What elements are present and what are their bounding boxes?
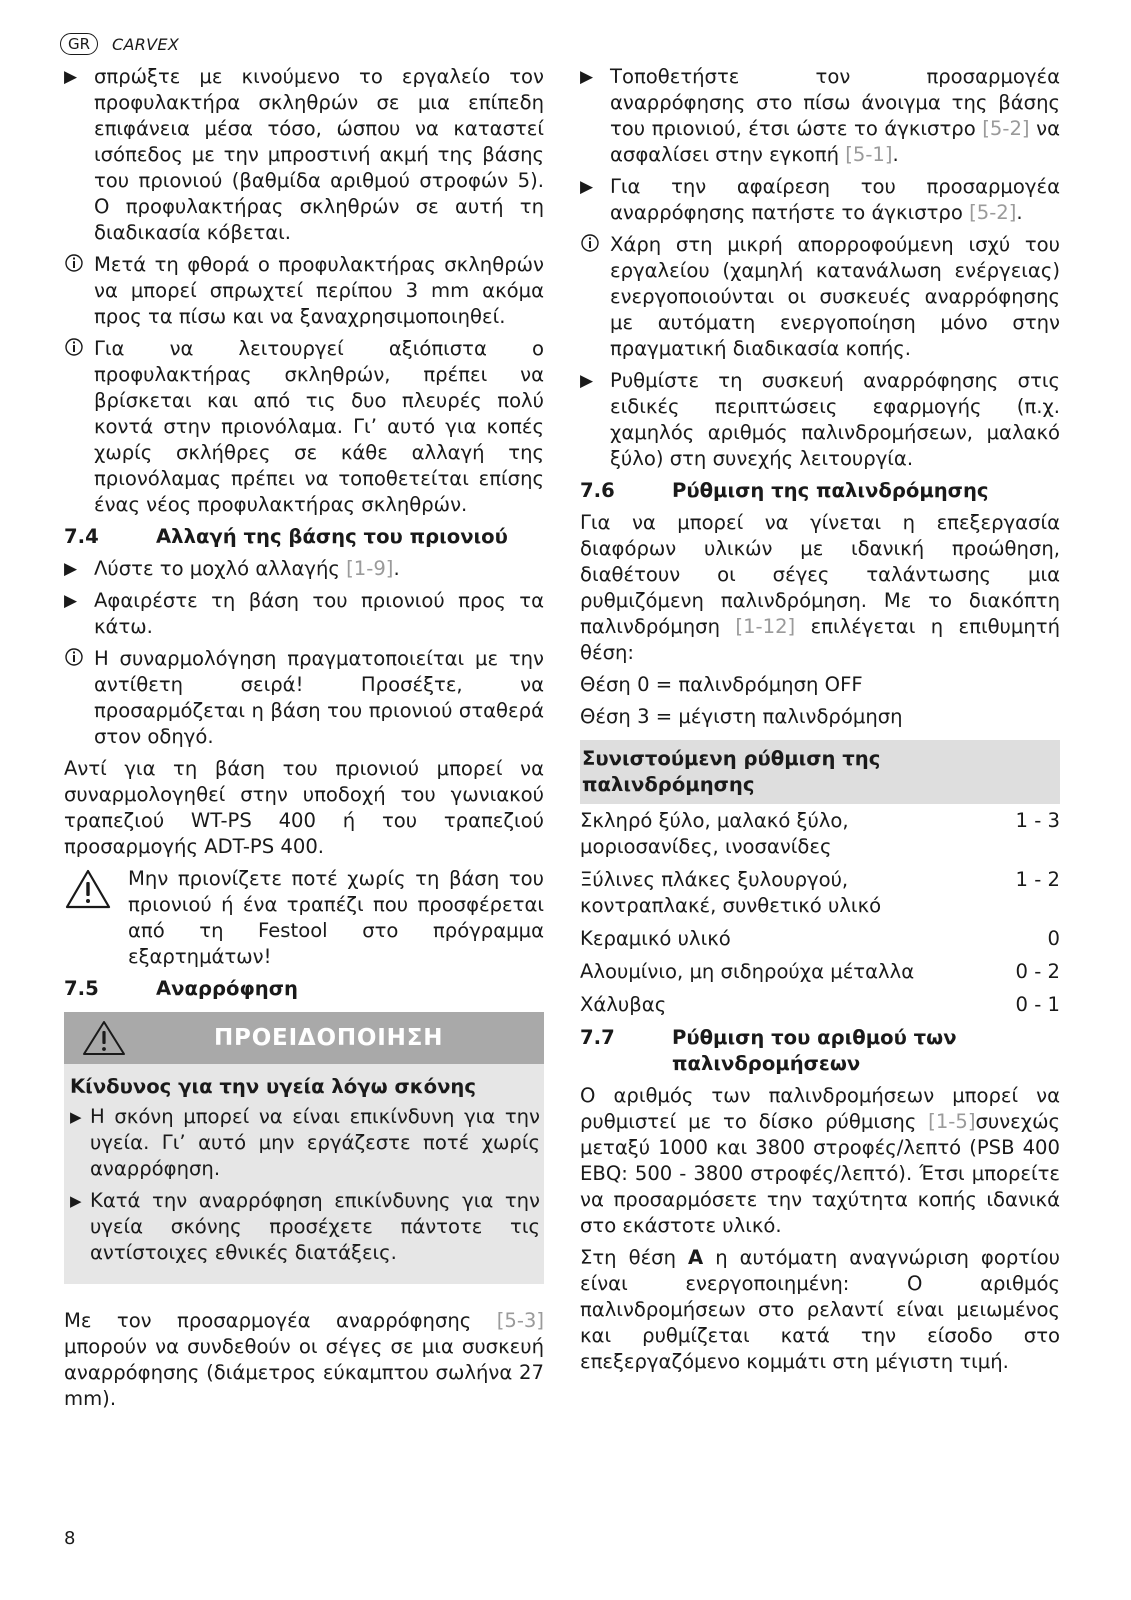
table-cell-setting: 1 - 3 [1015, 809, 1060, 832]
table-cell-material: Κεραμικό υλικό [580, 927, 731, 950]
warning-box-subtitle: Κίνδυνος για την υγεία λόγω σκόνης [70, 1075, 476, 1098]
list-item [70, 1188, 540, 1266]
list-item [64, 588, 544, 640]
position-0-line: Θέση 0 = παλινδρόμηση OFF [580, 673, 863, 696]
product-name: CARVEX [112, 34, 180, 54]
paragraph-text: Με τον προσαρμογέα αναρρόφησης [64, 1309, 497, 1332]
position-label: A [688, 1246, 704, 1269]
paragraph [580, 510, 1060, 666]
bullet-arrow-icon: ▶ [70, 1108, 82, 1126]
paragraph-text: Ο αριθμός των παλινδρομήσεων μπορεί να ρυθμιστεί με το δίσκο ρύθμισης [580, 1084, 1060, 1133]
table-row [580, 808, 1060, 860]
paragraph [64, 1308, 544, 1412]
paragraph-text: επιλέγεται η επιθυμητή θέση: [580, 615, 1060, 664]
section-title: Ρύθμιση του αριθμού των παλινδρομήσεων [672, 1026, 957, 1075]
paragraph-text: η αυτόματη αναγνώριση φορτίου είναι ενεργοποιημένη: Ο αριθμός παλινδρομήσεων στο ρελαντί είναι μειωμένος και ρυθμίζεται κατά την είσοδο στο επεξεργαζόμενο κομμάτι στη μέγιστη τιμή. [580, 1246, 1061, 1373]
figure-reference: [5-2] [969, 201, 1017, 224]
section-title: Αναρρόφηση [156, 977, 298, 1000]
table-cell-material: Σκληρό ξύλο, μαλακό ξύλο, μοριοσανίδες, ινοσανίδες [580, 809, 849, 858]
paragraph: Αντί για τη βάση του πριονιού μπορεί να συναρμολογηθεί στην υποδοχή του γωνιακού τραπεζιού WT-PS 400 ή του τραπεζιού προσαρμογής ADT-PS 400. [64, 757, 544, 858]
info-text: Για να λειτουργεί αξιόπιστα ο προφυλακτήρας σκληθρών, πρέπει να βρίσκεται και από τις δυο πλευρές πολύ κοντά στην πριονόλαμα. Γι’ αυτό για κοπές χωρίς σκλήθρες σε κάθε αλλαγή της πριονόλαμας πρέπει να τοποθετείται επίσης ένας νέος προφυλακτήρας σκληθρών. [94, 337, 544, 516]
punctuation: . [393, 557, 400, 580]
bullet-arrow-icon: ▶ [64, 559, 78, 579]
bullet-arrow-icon: ▶ [580, 67, 594, 87]
table-cell-setting: 0 [1047, 927, 1060, 950]
table-row [580, 959, 1060, 985]
page-number: 8 [64, 1528, 76, 1549]
table-header: Συνιστούμενη ρύθμιση της παλινδρόμησης [580, 740, 1060, 804]
list-item-text: Τοποθετήστε τον προσαρμογέα αναρρόφησης στο πίσω άνοιγμα της βάσης του πριονιού, έτσι ώστε το άγκιστρο [610, 65, 1060, 140]
table-cell-setting: 0 - 1 [1015, 993, 1060, 1016]
info-icon [64, 646, 84, 674]
list-item [580, 368, 1060, 472]
list-item-text: Ρυθμίστε τη συσκευή αναρρόφησης στις ειδικές περιπτώσεις εφαρμογής (π.χ. χαμηλός αριθμός παλινδρομήσεων, μαλακό ξύλο) στη συνεχής λειτουργία. [610, 369, 1060, 470]
figure-reference: [5-1] [845, 143, 893, 166]
table-cell-material: Αλουμίνιο, μη σιδηρούχα μέταλλα [580, 960, 915, 983]
figure-reference: [1-12] [735, 615, 796, 638]
list-item [64, 556, 544, 582]
list-item-text: Κατά την αναρρόφηση επικίνδυνης για την υγεία σκόνης προσέχετε πάντοτε τις αντίστοιχες εθνικές διατάξεις. [90, 1189, 540, 1264]
info-note [64, 646, 544, 750]
info-icon [580, 232, 600, 260]
table-row [580, 867, 1060, 919]
right-column [580, 64, 1060, 1381]
page-header [60, 32, 179, 56]
warning-triangle-icon [82, 1020, 126, 1063]
figure-reference: [5-3] [496, 1309, 544, 1332]
list-item-text: να ασφαλίσει στην εγκοπή [610, 117, 1061, 166]
left-column [64, 64, 544, 1418]
section-number: 7.7 [580, 1026, 615, 1049]
paragraph [580, 1245, 1060, 1375]
paragraph-text: Για να μπορεί να γίνεται η επεξεργασία διαφόρων υλικών με ιδανική προώθηση, διαθέτουν οι σέγες ταλάντωσης μια ρυθμιζόμενη παλινδρόμηση. Με το διακόπτη παλινδρόμηση [580, 511, 1060, 638]
warning-text: Μην πριονίζετε ποτέ χωρίς τη βάση του πριονιού ή ένα τραπέζι που προσφέρεται από τη Festool στο πρόγραμμα εξαρτημάτων! [128, 867, 544, 968]
info-text: Μετά τη φθορά ο προφυλακτήρας σκληθρών να μπορεί σπρωχτεί περίπου 3 mm ακόμα προς τα πίσω και να ξαναχρησιμοποιηθεί. [94, 253, 544, 328]
section-number: 7.4 [64, 525, 99, 548]
position-3-line: Θέση 3 = μέγιστη παλινδρόμηση [580, 705, 903, 728]
info-note [64, 252, 544, 330]
punctuation: . [1016, 201, 1023, 224]
table-cell-material: Ξύλινες πλάκες ξυλουργού, κοντραπλακέ, συνθετικό υλικό [580, 868, 882, 917]
list-item-text: Η σκόνη μπορεί να είναι επικίνδυνη για την υγεία. Γι’ αυτό μην εργάζεστε ποτέ χωρίς αναρρόφηση. [90, 1105, 540, 1180]
bullet-arrow-icon: ▶ [70, 1192, 82, 1210]
section-number: 7.5 [64, 977, 99, 1000]
paragraph-text: μπορούν να συνδεθούν οι σέγες σε μια συσκευή αναρρόφησης (διάμετρος εύκαμπτου σωλήνα 27 mm). [64, 1335, 544, 1410]
info-text: Χάρη στη μικρή απορροφούμενη ισχύ του εργαλείου (χαμηλή κατανάλωση ενέργειας) ενεργοποιούνται οι συσκευές αναρρόφησης με αυτόματη ενεργοποίηση μόνο στην πραγματική διαδικασία κοπής. [610, 233, 1060, 360]
table-cell-setting: 1 - 2 [1015, 868, 1060, 891]
warning-box-header [64, 1012, 544, 1064]
table-row [580, 992, 1060, 1018]
info-icon [64, 336, 84, 364]
section-heading-7-4 [64, 524, 544, 550]
table-cell-material: Χάλυβας [580, 993, 667, 1016]
paragraph-text: Στη θέση [580, 1246, 689, 1269]
punctuation: . [892, 143, 899, 166]
section-title: Αλλαγή της βάσης του πριονιού [156, 525, 508, 548]
bullet-arrow-icon: ▶ [64, 591, 78, 611]
paragraph-text: συνεχώς μεταξύ 1000 και 3800 στροφές/λεπτό (PSB 400 EBQ: 500 - 3800 στροφές/λεπτό). Έτσι μπορείτε να προσαρμόσετε την ταχύτητα κοπής ιδανικά στο εκάστοτε υλικό. [580, 1110, 1060, 1237]
info-note [580, 232, 1060, 362]
table-row [580, 926, 1060, 952]
figure-reference: [1-5] [928, 1110, 976, 1133]
list-item [580, 174, 1060, 226]
warning-note [64, 866, 544, 970]
section-heading-7-6 [580, 478, 1060, 504]
list-item [64, 64, 544, 246]
warning-triangle-icon [64, 866, 128, 970]
section-title: Ρύθμιση της παλινδρόμησης [672, 479, 989, 502]
paragraph [580, 1083, 1060, 1239]
list-item [580, 64, 1060, 168]
figure-reference: [5-2] [982, 117, 1030, 140]
info-note [64, 336, 544, 518]
warning-box-body [64, 1064, 544, 1284]
table-cell-setting: 0 - 2 [1015, 960, 1060, 983]
warning-box-title: ΠΡΟΕΙΔΟΠΟΙΗΣΗ [214, 1025, 444, 1051]
info-icon [64, 252, 84, 280]
warning-box [64, 1012, 544, 1284]
figure-reference: [1-9] [346, 557, 394, 580]
list-item-text: Για την αφαίρεση του προσαρμογέα αναρρόφησης πατήστε το άγκιστρο [610, 175, 1060, 224]
list-item-text: Αφαιρέστε τη βάση του πριονιού προς τα κάτω. [94, 589, 544, 638]
bullet-arrow-icon: ▶ [580, 371, 594, 391]
section-heading-7-5 [64, 976, 544, 1002]
info-text: Η συναρμολόγηση πραγματοποιείται με την αντίθετη σειρά! Προσέξτε, να προσαρμόζεται η βάση του πριονιού σταθερά στον οδηγό. [94, 647, 544, 748]
section-heading-7-7 [580, 1025, 1060, 1077]
list-item [70, 1104, 540, 1182]
list-item-text: σπρώξτε με κινούμενο το εργαλείο τον προφυλακτήρα σκληθρών σε μια επίπεδη επιφάνεια μέσα τόσο, ώσπου να καταστεί ισόπεδος με την μπροστινή ακμή της βάσης του πριονιού (βαθμίδα αριθμού στροφών 5). Ο προφυλακτήρας σκληθρών σε αυτή τη διαδικασία κόβεται. [94, 65, 544, 244]
language-badge: GR [60, 33, 98, 55]
list-item-text: Λύστε το μοχλό αλλαγής [94, 557, 347, 580]
bullet-arrow-icon: ▶ [580, 177, 594, 197]
section-number: 7.6 [580, 479, 615, 502]
bullet-arrow-icon: ▶ [64, 67, 78, 87]
